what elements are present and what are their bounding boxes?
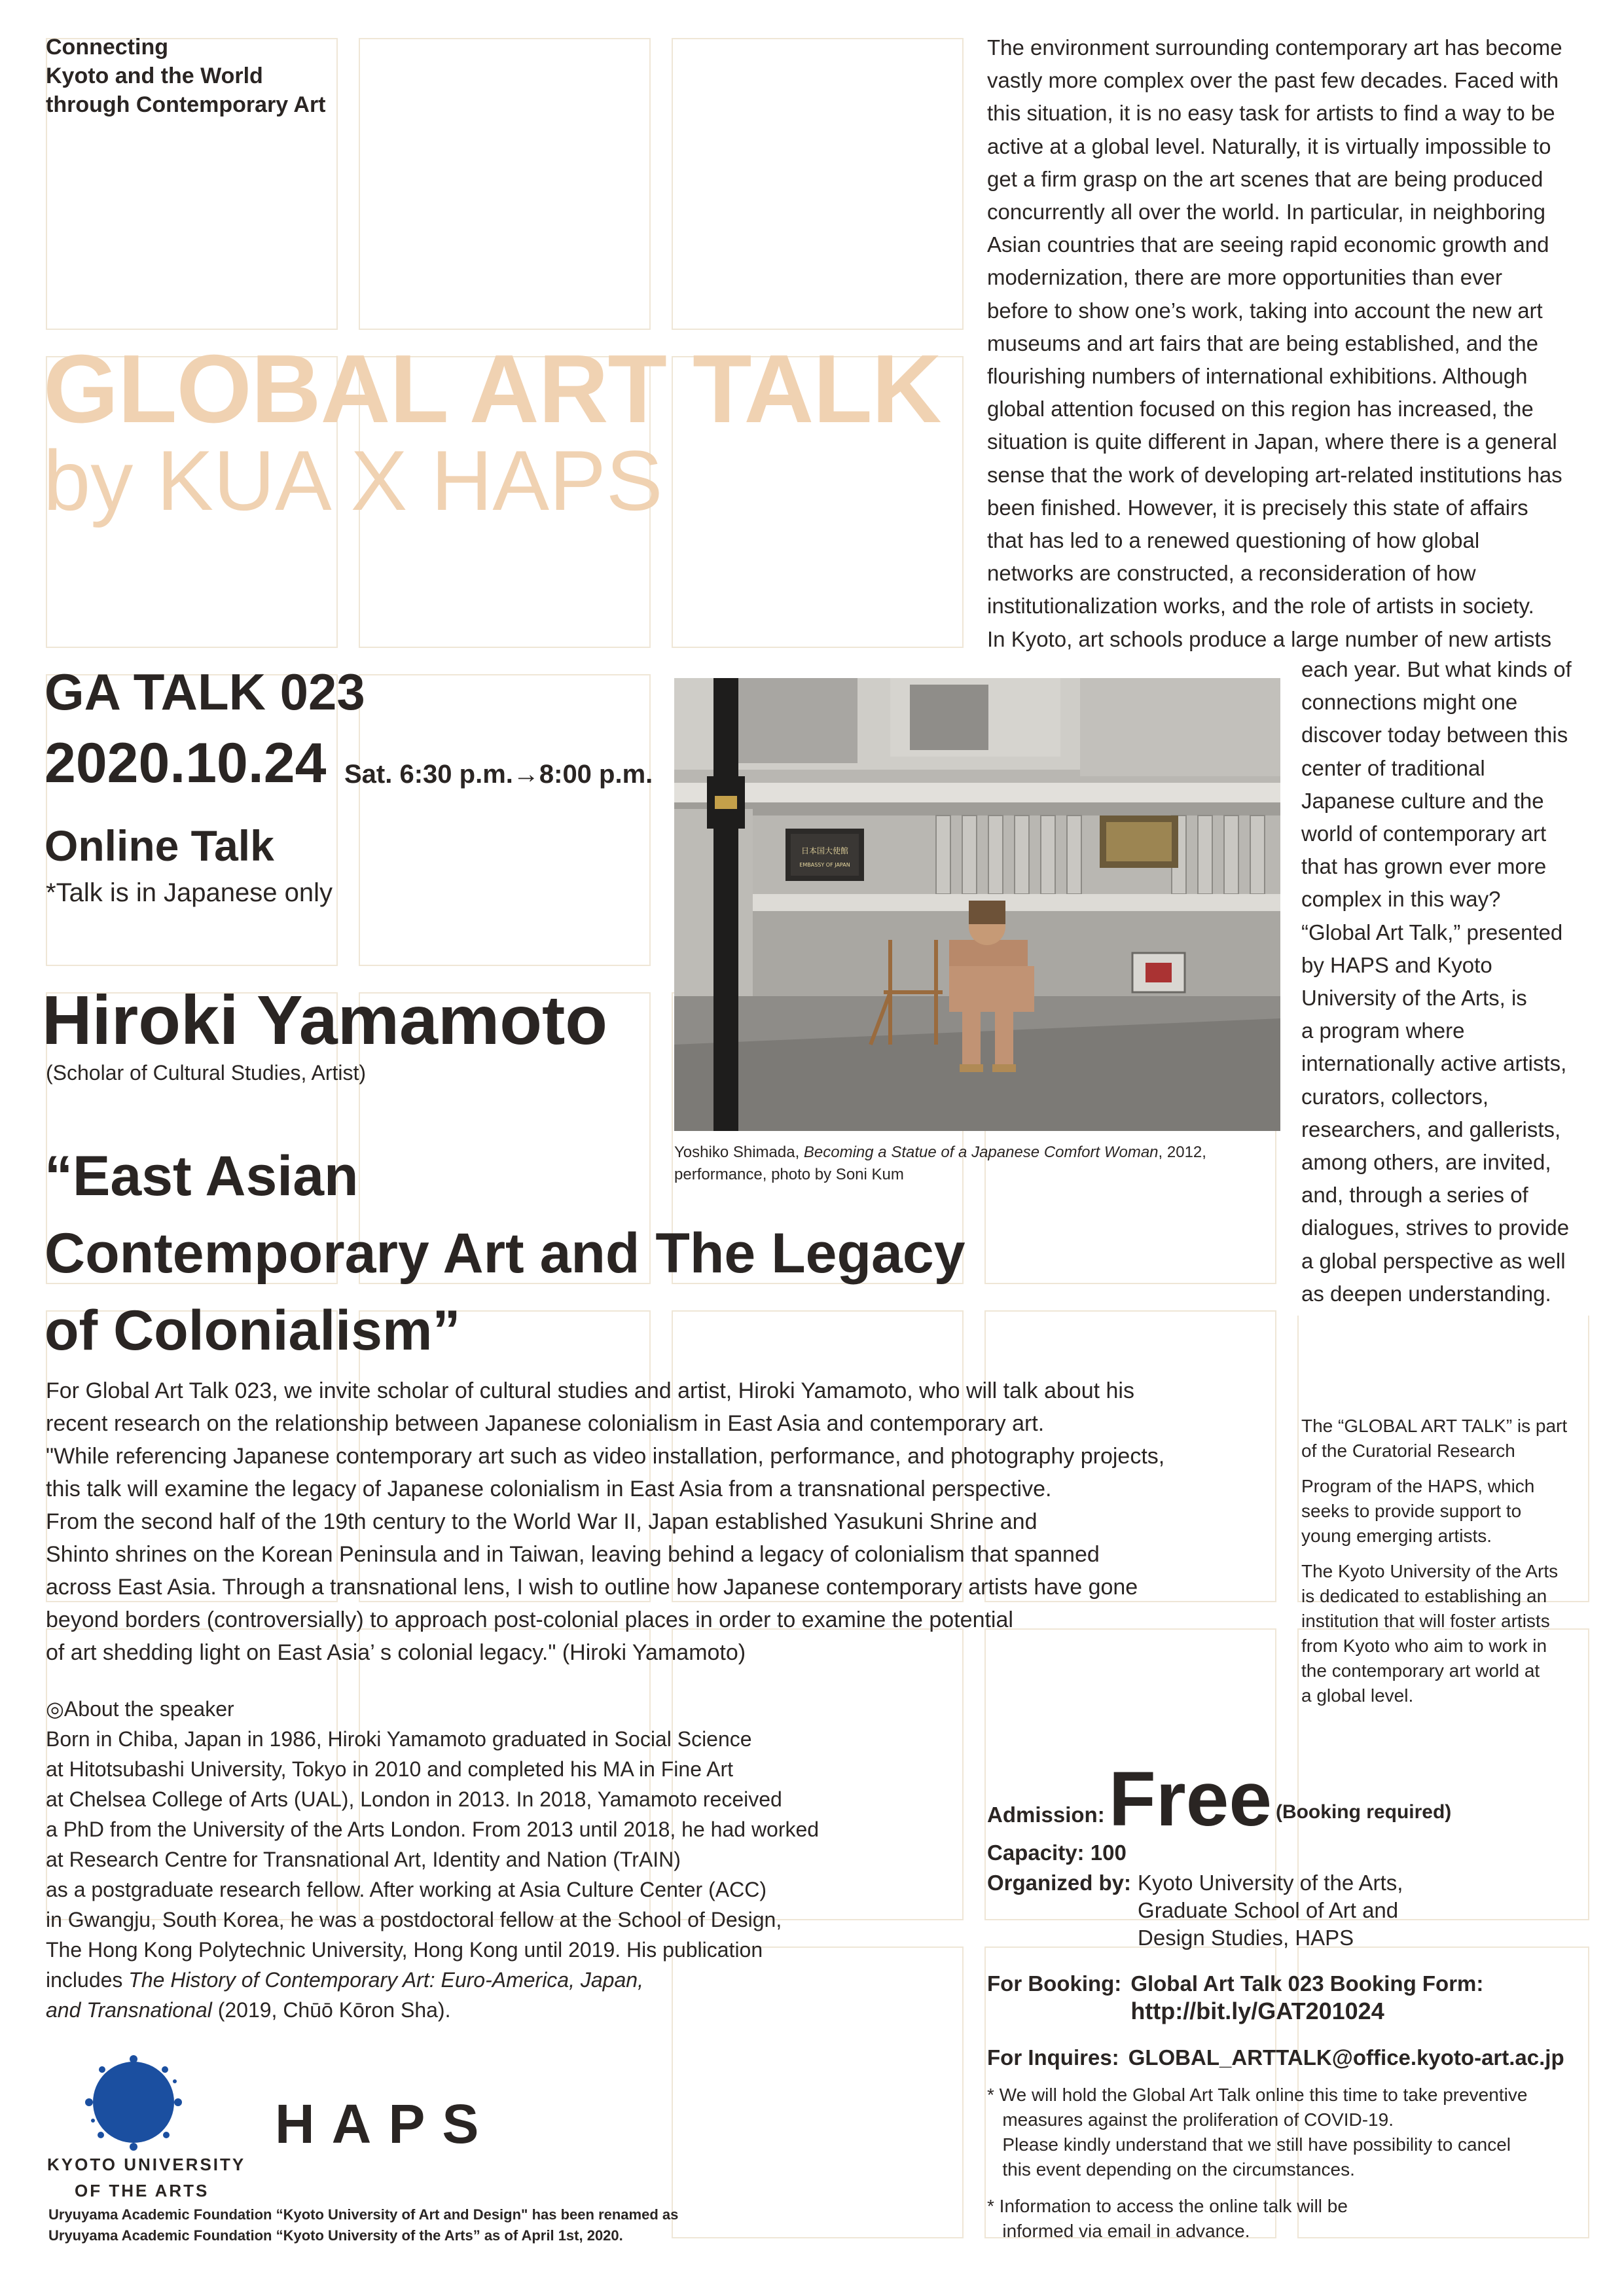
notes — [987, 2083, 1589, 2255]
admission-row — [987, 1756, 1589, 1842]
about-heading: ◎About the speaker — [46, 1697, 234, 1721]
program-info-paragraph: Program of the HAPS, which seeks to provide support to young emerging artists. — [1301, 1476, 1535, 1546]
caption-work-title: Becoming a Statue of a Japanese Comfort Woman — [803, 1143, 1159, 1161]
capacity-value: 100 — [1090, 1840, 1127, 1865]
embassy-sign-text: 日本国大使館 — [801, 846, 849, 855]
admission-value: Free — [1108, 1756, 1272, 1842]
intro-text: The environment surrounding contemporary art has become vastly more complex over the past few decades. Faced with this situation, it is no easy task for artists to find a way to be active at a global level. Naturally, it is virtually impossible to get a firm grasp on the art scenes that are being produced concurrently all over the world. In particular, in neighboring Asian countries that are seeing rapid economic growth and modernization, there are more opportunities than ever before to show one’s work, taking into account the new art museums and art fairs that are being established, and the flourishing numbers of international exhibitions. Although global attention focused on this region has increased, the situation is quite different in Japan, where there is a general sense that the work of developing art-related institutions has been finished. However, it is precisely this state of affairs that has led to a renewed questioning of how global networks are constructed, a reconsideration of how institutionalization works, and the role of artists in society. In Kyoto, art schools produce a large number of new artists — [987, 35, 1562, 651]
event-date: 2020.10.24 — [45, 732, 327, 795]
booking-row — [987, 1970, 1589, 2026]
performance-photo-illustration — [674, 678, 1280, 1131]
program-subtitle: by KUA X HAPS — [43, 433, 663, 528]
haps-logo: HAPS — [275, 2093, 496, 2155]
note-access: * Information to access the online talk will be informed via email in advance. — [987, 2196, 1348, 2241]
about-speaker — [46, 1694, 916, 2025]
booking-label: For Booking: — [987, 1971, 1122, 1996]
inquiry-row — [987, 2044, 1589, 2072]
inquiry-label: For Inquires: — [987, 2045, 1119, 2070]
program-info-paragraph: The “GLOBAL ART TALK” is part of the Curatorial Research — [1301, 1416, 1568, 1461]
rename-notice: Uryuyama Academic Foundation “Kyoto University of Art and Design" has been renamed as Uryuyama Academic Foundation “Kyoto University of the Arts” as of April 1st, 2020. — [48, 2206, 679, 2244]
publication-details: (2019, Chūō Kōron Sha). — [211, 1998, 451, 2022]
note-covid: * We will hold the Global Art Talk online this time to take preventive measures against the proliferation of COVID-19. Please kindly understand that we still have possibility to cancel this event depending on the circumstances. — [987, 2085, 1528, 2179]
program-title: GLOBAL ART TALK — [43, 335, 941, 443]
grid-cell — [359, 674, 651, 966]
organizer-value: Kyoto University of the Arts, Graduate School of Art and Design Studies, HAPS — [1138, 1871, 1403, 1950]
kua-logo-line2: OF THE ARTS — [75, 2181, 209, 2200]
admission-note: (Booking required) — [1275, 1801, 1452, 1823]
caption-artist: Yoshiko Shimada, — [674, 1143, 804, 1161]
talk-title: “East Asian Contemporary Art and The Legacy of Colonialism” — [45, 1145, 965, 1362]
inquiry-email-link[interactable]: GLOBAL_ARTTALK@office.kyoto-art.ac.jp — [1128, 2045, 1564, 2070]
booking-info — [1130, 1970, 1483, 2026]
performance-photo — [674, 678, 1280, 1131]
embassy-sign-subtext: EMBASSY OF JAPAN — [799, 862, 850, 868]
booking-link[interactable]: http://bit.ly/GAT201024 — [1130, 1998, 1384, 2024]
kua-logo-line1: KYOTO UNIVERSITY — [47, 2155, 246, 2174]
program-info — [1301, 1414, 1596, 1719]
talk-number: GA TALK 023 — [45, 663, 365, 721]
event-format: Online Talk — [45, 821, 274, 870]
kua-logo — [41, 2042, 257, 2200]
booking-form-label: Global Art Talk 023 Booking Form: — [1130, 1971, 1484, 1996]
organizer-label: Organized by: — [987, 1871, 1132, 1895]
about-body: Born in Chiba, Japan in 1986, Hiroki Yamamoto graduated in Social Science at Hitotsubashi University, Tokyo in 2010 and completed his MA in Fine Art at Chelsea College of Arts (UAL), London in 2013. In 2018, Yamamoto received a PhD from the University of the Arts London. From 2013 until 2018, he had worked at Research Centre for Transnational Art, Identity and Nation (TrAIN) as a postgraduate research fellow. After working at Asia Culture Center (ACC) in Gwangju, South Korea, he was a postdoctoral fellow at the School of Design, The Hong Kong Polytechnic University, Hong Kong until 2019. His publication includes — [46, 1727, 820, 1992]
capacity-label: Capacity: — [987, 1840, 1085, 1865]
program-info-paragraph: The Kyoto University of the Arts is dedicated to establishing an institution that will foster artists from Kyoto who aim to work in the contemporary art world at a global level. — [1301, 1561, 1559, 1706]
grid-cell — [359, 38, 651, 330]
grid-cell — [672, 38, 964, 330]
caption-details: , 2012, performance, photo by Soni Kum — [674, 1143, 1206, 1183]
tagline: Connecting Kyoto and the World through Contemporary Art — [46, 35, 326, 117]
event-details — [987, 1756, 1589, 2072]
event-time: Sat. 6:30 p.m.→8:00 p.m. — [344, 760, 653, 789]
admission-label: Admission: — [987, 1803, 1105, 1827]
publication-title: The History of Contemporary Art: Euro-America, Japan, and Transnational — [46, 1968, 643, 2022]
intro-text-continued: each year. But what kinds of connections might one discover today between this center of traditional Japanese culture and the world of contemporary art that has grown ever more complex in this way? “Global Art Talk,” presented by HAPS and Kyoto University of the Arts, is a program where internationally active artists, curators, collectors, researchers, and gallerists, among others, are invited, and, through a series of dialogues, strives to provide a global perspective as well as deepen understanding. — [1301, 657, 1572, 1306]
language-note: *Talk is in Japanese only — [46, 878, 333, 907]
organizer-row — [987, 1869, 1589, 1952]
capacity-row — [987, 1839, 1589, 1867]
speaker-name: Hiroki Yamamoto — [42, 982, 607, 1059]
talk-description: For Global Art Talk 023, we invite scholar of cultural studies and artist, Hiroki Yamamoto, who will talk about his recent research on the relationship between Japanese colonialism in East Asia and contemporary art. "While referencing Japanese contemporary art such as video installation, performance, and photography projects, this talk will examine the legacy of Japanese colonialism in East Asia from a transnational perspective. From the second half of the 19th century to the World War II, Japan established Yasukuni Shrine and Shinto shrines on the Korean Peninsula and in Taiwan, leaving behind a legacy of colonialism that spanned across East Asia. Through a transnational lens, I wish to outline how Japanese contemporary artists have gone beyond borders (controversially) to approach post-colonial places in order to examine the potential of art shedding light on East Asia’ s colonial legacy." (Hiroki Yamamoto) — [46, 1378, 1165, 1665]
speaker-role: (Scholar of Cultural Studies, Artist) — [46, 1061, 367, 1085]
